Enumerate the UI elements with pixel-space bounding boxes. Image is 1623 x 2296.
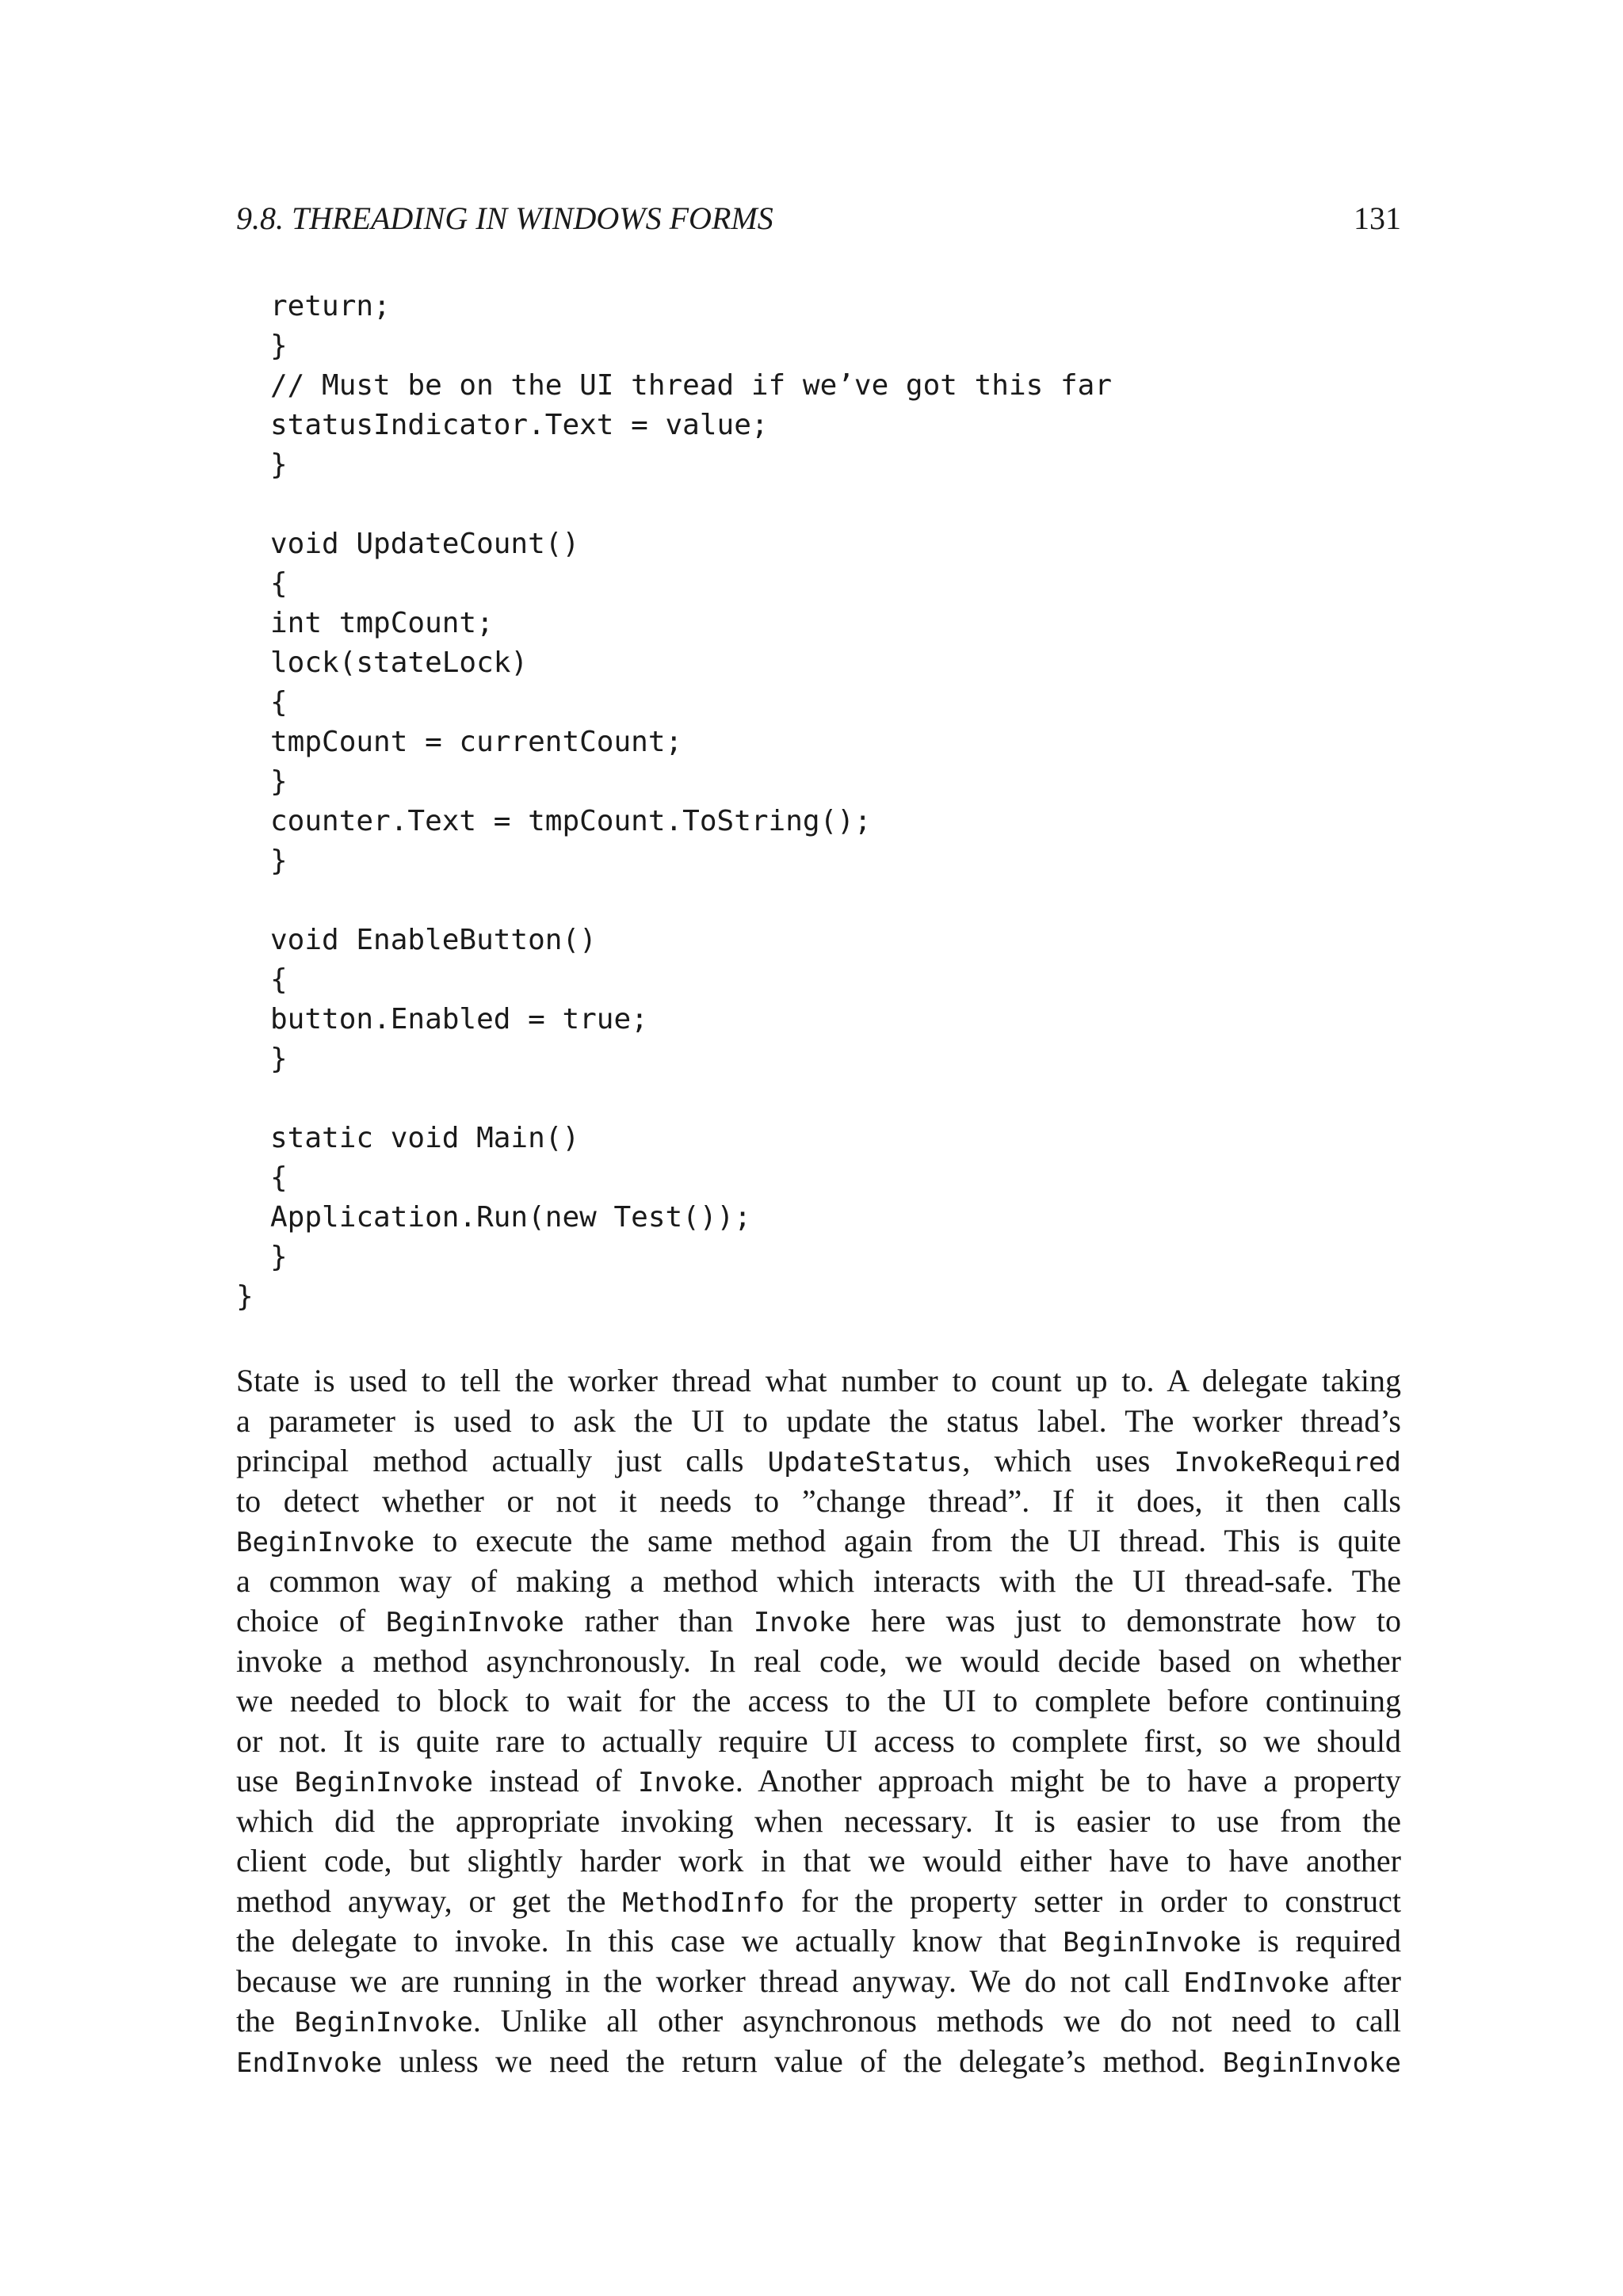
code-line: } [270,1043,288,1075]
paragraph-line [236,1681,1401,1722]
inline-code: Invoke [753,1607,851,1638]
text-run: a parameter is used to ask the UI to update the status label. The worker thread’s [236,1402,1401,1439]
code-listing [236,287,1401,1317]
paragraph-line [236,1562,1401,1602]
inline-code: Invoke [638,1767,735,1798]
section-title: 9.8. THREADING IN WINDOWS FORMS [236,200,773,236]
inline-code: BeginInvoke [1222,2046,1401,2079]
paragraph-line [236,1441,1401,1482]
code-line: { [270,686,288,719]
inline-code: EndInvoke [1183,1966,1330,1999]
paragraph-line [236,2042,1401,2082]
code-line: statusIndicator.Text = value; [270,409,769,441]
text-run: a common way of making a method which interacts with the UI thread-safe. The [236,1562,1401,1599]
text-run: after [1329,1962,1401,1999]
body-paragraph [236,1361,1401,2081]
code-line [236,1079,1401,1119]
paragraph-line [236,1521,1401,1562]
running-header [236,195,1401,242]
code-line: lock(stateLock) [270,646,529,679]
text-run: for the property setter in order to construct [784,1882,1401,1919]
text-run: the [236,2003,295,2039]
code-line: tmpCount = currentCount; [270,726,683,758]
code-line: counter.Text = tmpCount.ToString(); [270,805,872,837]
paragraph-line [236,1361,1401,1402]
code-line: { [270,1161,288,1194]
inline-code: BeginInvoke [1063,1927,1242,1958]
paragraph-line [236,1722,1401,1762]
inline-code: EndInvoke [236,2046,383,2079]
inline-code: BeginInvoke [294,1767,473,1798]
text-run: which did the appropriate invoking when necessary. It is easier to use from the [236,1802,1401,1839]
code-line: } [236,1280,254,1313]
paragraph-line [236,1802,1401,1842]
inline-code: InvokeRequired [1174,1447,1402,1478]
code-line: button.Enabled = true; [270,1003,648,1035]
text-run: principal method actually just calls [236,1443,768,1478]
code-line: static void Main() [270,1122,580,1154]
code-line: } [270,845,288,877]
code-line: } [270,330,288,362]
code-line: // Must be on the UI thread if we’ve got this far [270,369,1113,402]
text-run: invoke a method asynchronously. In real code, we would decide based on whether [236,1642,1401,1679]
text-run: client code, but slightly harder work in that we would either have to have another [236,1843,1401,1878]
code-line: } [270,765,288,798]
paragraph-line [236,1402,1401,1442]
paragraph-line [236,2001,1401,2042]
paragraph-line [236,1642,1401,1682]
text-run: instead of [472,1763,638,1798]
text-run: . Unlike all other asynchronous methods we do not need to call [472,2003,1402,2039]
inline-code: BeginInvoke [385,1607,564,1638]
text-run: here was just to demonstrate how to [850,1603,1401,1638]
code-line: { [270,963,288,996]
text-run: method anyway, or get the [236,1882,623,1919]
text-run: the delegate to invoke. In this case we actually know that [236,1923,1064,1958]
code-line: void EnableButton() [270,924,597,956]
code-line: { [270,567,288,600]
text-run: rather than [564,1603,754,1638]
paragraph-line [236,1921,1401,1962]
text-run: to detect whether or not it needs to ”change thread”. If it does, it then calls [236,1482,1401,1519]
text-run: choice of [236,1603,386,1638]
text-run: . Another approach might be to have a property [735,1763,1401,1798]
paragraph-line [236,1761,1401,1802]
inline-code: MethodInfo [622,1886,785,1919]
paragraph-line [236,1841,1401,1882]
inline-code: BeginInvoke [236,1527,415,1558]
code-line: } [270,1241,288,1273]
code-line: void UpdateCount() [270,528,580,560]
text-run: or not. It is quite rare to actually require UI access to complete first, so we should [236,1722,1401,1759]
text-run: unless we need the return value of the delegate’s method. [382,2042,1223,2079]
paragraph-line [236,1482,1401,1522]
text-run: State is used to tell the worker thread what number to count up to. A delegate taking [236,1363,1401,1398]
text-run: , which uses [962,1443,1174,1478]
code-line [236,881,1401,921]
inline-code: BeginInvoke [294,2007,473,2039]
code-line: int tmpCount; [270,607,494,639]
inline-code: UpdateStatus [767,1447,963,1478]
code-line: } [270,448,288,481]
text-run: we needed to block to wait for the access to the UI to complete before continuing [236,1683,1401,1718]
paragraph-line [236,1882,1401,1922]
text-run: because we are running in the worker thread anyway. We do not call [236,1962,1184,1999]
page-number: 131 [1354,200,1401,236]
text-run: to execute the same method again from the UI thread. This is quite [414,1523,1401,1558]
code-line [236,485,1401,524]
paragraph-line [236,1601,1401,1642]
code-line: Application.Run(new Test()); [270,1201,751,1234]
text-run: use [236,1763,295,1798]
paragraph-line [236,1962,1401,2002]
code-line: return; [270,290,391,322]
text-run: is required [1241,1923,1401,1958]
